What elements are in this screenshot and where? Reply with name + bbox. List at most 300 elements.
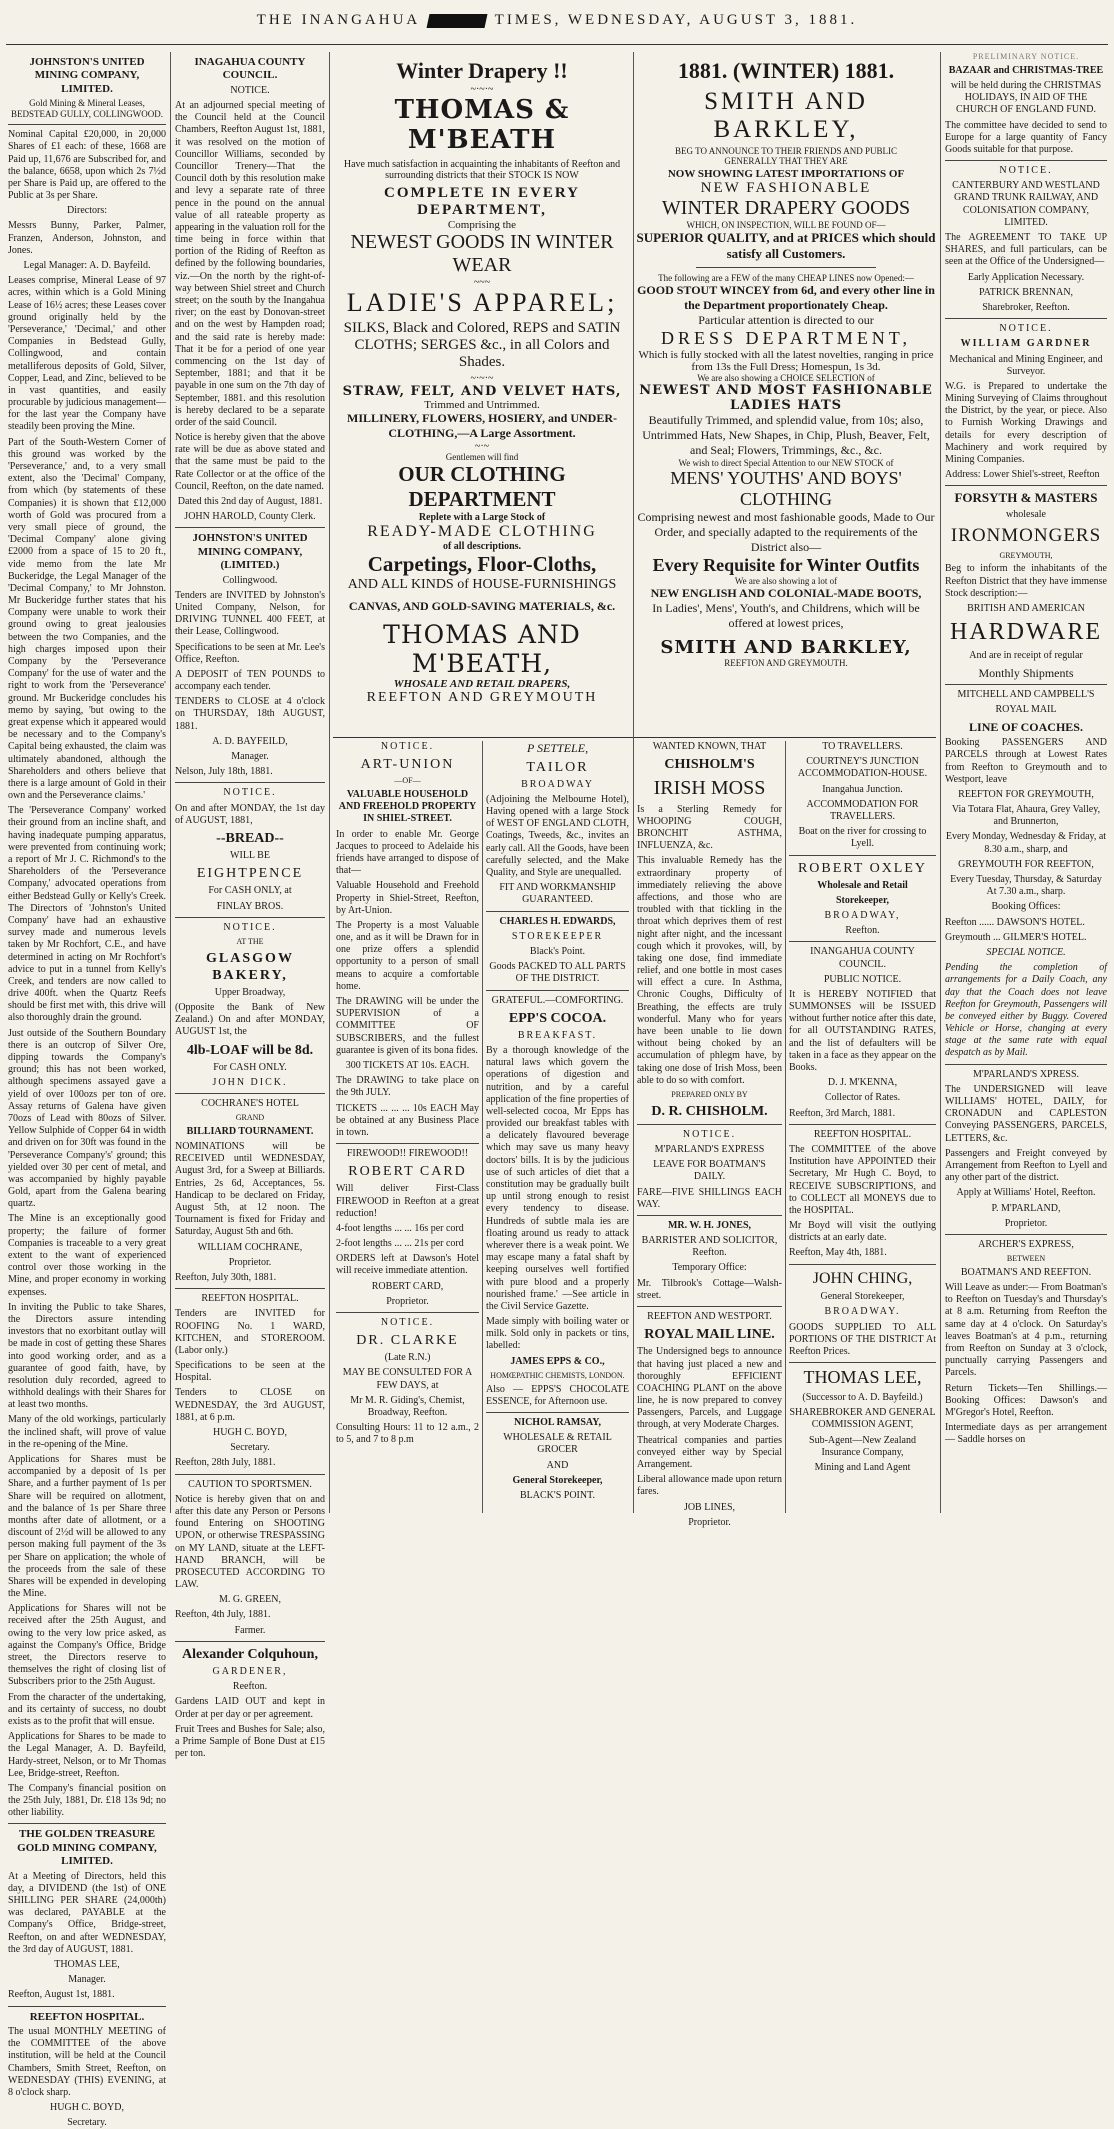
- divider: [175, 1093, 325, 1094]
- coaches-line: Via Totara Flat, Ahaura, Grey Valley, and Brunnerton,: [951, 804, 1101, 828]
- notice-heading: NOTICE.: [230, 84, 270, 96]
- article-text: In inviting the Public to take Shares, the Directors assure intending investors that no exorbitant outlay will be made in cost of getting these Shares into good working order, and as a guarantee of good faith, have, by resolution duly recorded, agreed to withhold dealings with their Shares for at least two months.: [8, 1301, 166, 1411]
- signature: JOB LINES,: [683, 1501, 736, 1513]
- ramsay-and: AND: [546, 1459, 569, 1471]
- travellers-heading: TO TRAVELLERS.: [822, 741, 903, 752]
- ad-line: We wish to direct Special Attention to our NEW STOCK of: [678, 458, 894, 468]
- divider: [789, 855, 936, 856]
- reefton-hospital-heading: REEFTON HOSPITAL.: [29, 2010, 145, 2023]
- forsyth-line: Monthly Shipments: [978, 665, 1074, 680]
- divider: [789, 1264, 936, 1265]
- forsyth-sub: wholesale: [1006, 509, 1046, 521]
- bazaar-text: will be held during the CHRISTMAS HOLIDAYS, IN AID OF THE CHURCH OF ENGLAND FUND.: [950, 79, 1102, 116]
- art-union-text: In order to enable Mr. George Jacques to proceed to Adelaide his friends have arranged to dispose of that—: [336, 828, 479, 877]
- notice-heading: NOTICE.: [223, 787, 277, 799]
- art-union-text: The DRAWING to take place on the 9th JULY.: [336, 1075, 479, 1099]
- ornament: ~~~: [473, 277, 491, 288]
- ad-line: WINTER DRAPERY GOODS: [661, 197, 911, 219]
- divider: [696, 267, 876, 268]
- of: —OF—: [394, 776, 421, 786]
- ad-line: REEFTON AND GREYMOUTH.: [724, 658, 848, 668]
- gardner-text: W.G. is Prepared to undertake the Mining Surveying of Claims throughout the District, by the year, or piece. Also to Furnish Working Drawings and details for every description of Machinery and work required by Mining Companies.: [945, 380, 1107, 465]
- column-rule: [329, 52, 330, 1513]
- legal-manager: Legal Manager: A. D. Bayfeild.: [23, 260, 151, 272]
- signature: PATRICK BRENNAN,: [978, 286, 1074, 298]
- mail-line-heading: ROYAL MAIL LINE.: [644, 1327, 775, 1343]
- coaches-line: Booking Offices:: [991, 901, 1061, 913]
- ad-line: of all descriptions.: [442, 541, 522, 552]
- ad-line: DRESS DEPARTMENT,: [661, 328, 911, 348]
- divider: [336, 1143, 479, 1144]
- place: Reefton.: [845, 925, 880, 937]
- place: GREYMOUTH,: [999, 550, 1053, 560]
- gardener-heading: Alexander Colquhoun,: [182, 1646, 318, 1662]
- ad-line: Particular attention is directed to our: [698, 313, 874, 327]
- ad-line: We are also showing a lot of: [734, 576, 838, 586]
- archer-title: BOATMAN'S AND REEFTON.: [960, 1266, 1092, 1278]
- tournament-heading: BILLIARD TOURNAMENT.: [186, 1125, 314, 1137]
- grand: GRAND: [235, 1113, 265, 1123]
- role: Collector of Rates.: [824, 1092, 901, 1104]
- gardener-text: Fruit Trees and Bushes for Sale; also, a Prime Sample of Bone Dust at £15 per ton.: [175, 1723, 325, 1760]
- ornament: ~·~: [474, 441, 490, 452]
- hospital-text: Tenders are INVITED for ROOFING No. 1 WARD, KITCHEN, and STOREROOM. (Labor only.): [175, 1308, 325, 1356]
- gardner-heading: WILLIAM GARDNER: [960, 338, 1092, 350]
- role: Manager.: [68, 1974, 106, 1986]
- ad-line: SUPERIOR QUALITY, and at PRICES which should satisfy all Customers.: [636, 230, 936, 261]
- ad-line: AND ALL KINDS of HOUSE-FURNISHINGS: [347, 577, 617, 592]
- tender-text: Specifications to be seen at Mr. Lee's Office, Reefton.: [175, 641, 325, 665]
- article-text: The Company's financial position on the 25th July, 1881, Dr. £18 13s 9d; no other liability.: [8, 1782, 166, 1819]
- irish-moss-title: IRISH MOSS: [653, 777, 766, 800]
- capital-text: Nominal Capital £20,000, in 20,000 Shares of £1 each: of these, 1668 are Paid up, 11,676 are Subscribed for, and the balance, 6658, upon which 2s 7½d per Share is Paid up, are offered to the Public at 3s per Share.: [8, 129, 166, 202]
- divider: [8, 1823, 166, 1824]
- archer-text: Will Leave as under:— From Boatman's to Reefton on Tuesday's and Thursday's at 8 a.m. Returning from Reefton the same day at 4 o'clock. On Saturday's leaves Boatman's at 4 p.m., returning from Reefton on Sunday at 3 o'clock, punctually carrying Passengers and Parcels.: [945, 1282, 1107, 1379]
- mail-line-text: Liberal allowance made upon return fares.: [637, 1474, 782, 1498]
- golden-treasure-heading: THE GOLDEN TREASURE GOLD MINING COMPANY, LIMITED.: [17, 1828, 157, 1868]
- divider: [789, 941, 936, 942]
- council-heading: INAGAHUA COUNTY COUNCIL.: [194, 56, 306, 82]
- railway-heading: CANTERBURY AND WESTLAND GRAND TRUNK RAILWAY, AND COLONISATION COMPANY, LIMITED.: [952, 180, 1100, 228]
- doctor-hours: Consulting Hours: 11 to 12 a.m., 2 to 5, and 7 to 8 p.m: [336, 1422, 479, 1446]
- ad-line: Beautifully Trimmed, and splendid value, from 10s; also, Untrimmed Hats, New Shapes, in Chip, Plush, Beaver, Felt, and Seal; Flowers, Trimmings, &c., &c.: [642, 413, 930, 457]
- ad-text: Have much satisfaction in acquainting the inhabitants of Reefton and surrounding districts that their STOCK IS NOW: [343, 159, 621, 181]
- coaches-sub: ROYAL MAIL: [995, 704, 1057, 716]
- epps-company: JAMES EPPS & CO.,: [510, 1355, 605, 1367]
- date-line: Dated this 2nd day of August, 1881.: [177, 496, 323, 507]
- lee-text: Mining and Land Agent: [814, 1461, 911, 1473]
- ad-line: Comprising the: [447, 219, 517, 231]
- johnstons-subheading: Gold Mining & Mineral Leases, BEDSTEAD GULLY, COLLINGWOOD.: [11, 98, 163, 120]
- article-text: Applications for Shares to be made to the Legal Manager, A. D. Bayfeild, Hardy-street, Nelson, or to Mr Thomas Lee, Bridge-street, Reefton.: [8, 1731, 166, 1779]
- column-1: [8, 52, 167, 2129]
- place: BLACK'S POINT.: [520, 1489, 595, 1501]
- bakery-text: (Opposite the Bank of New Zealand.) On and after MONDAY, AUGUST 1st, the: [175, 1001, 325, 1038]
- date-line: Reefton, 4th July, 1881.: [175, 1609, 271, 1621]
- xpress-apply: Apply at Williams' Hotel, Reefton.: [956, 1187, 1096, 1199]
- role: Proprietor.: [386, 1295, 429, 1307]
- art-union-text: TICKETS ... ... ... 10s EACH May be obtained at any Business Place in town.: [336, 1102, 479, 1138]
- role: Proprietor.: [688, 1516, 731, 1528]
- lee-text: Sub-Agent—New Zealand Insurance Company,: [809, 1434, 916, 1458]
- article-text: The 'Perseverance Company' worked their ground from an incline shaft, and having inadequate pumping apparatus, were prevented from continuing work; a report of Mr J. C. Richmond's to the Shareholders of the 'Perseverance Company,' advocated operations from either Bedstead Gully or Kelly's Creek. The Directors of 'Johnston's United Company' have had an exhaustive survey made and numerous levels taken by Mr Rochfort, C.E., and have determined in acting on Mr Rochfort's advice to put in a tunnel from Kelly's Creek, and tenders are now called to drive 400ft. when the Quartz Reefs should be first met with, this drive will also thoroughly drain the ground.: [8, 805, 166, 1024]
- express-heading: M'PARLAND'S EXPRESS: [654, 1143, 765, 1155]
- divider: [637, 1306, 782, 1307]
- divider: [336, 1312, 479, 1313]
- epps-text: By a thorough knowledge of the natural laws which govern the operations of digestion and nutrition, and by a careful application of the fine properties of well-selected cocoa, Mr Epps has provided our breakfast tables with a delicately flavoured beverage which may save us many heavy doctors' bills. It is by the judicious use of such articles of diet that a constitution may be gradually built up until strong enough to resist every tendency to disease. Hundreds of subtle mala ies are floating around us ready to attack wherever there is a weak point. We may escape many a fatal shaft by keeping ourselves well fortified with pure blood and a properly nourished frame.' —See article in the Civil Service Gazette.: [486, 1044, 629, 1312]
- role: Manager.: [231, 751, 269, 763]
- ad-line: NEW ENGLISH AND COLONIAL-MADE BOOTS,: [650, 586, 922, 600]
- hospital-text: Mr Boyd will visit the outlying districts at an early date.: [789, 1220, 936, 1244]
- archer-between: BETWEEN: [1006, 1254, 1046, 1264]
- coaches-heading: MITCHELL AND CAMPBELL'S: [957, 689, 1095, 701]
- fit-guarantee: FIT AND WORKMANSHIP GUARANTEED.: [499, 882, 616, 906]
- tender-heading: JOHNSTON'S UNITED MINING COMPANY, (LIMITED.): [192, 532, 308, 572]
- divider: [175, 782, 325, 783]
- role: Farmer.: [234, 1624, 266, 1636]
- caution-heading: CAUTION TO SPORTSMEN.: [188, 1478, 312, 1490]
- place: Sharebroker, Reefton.: [982, 301, 1070, 313]
- prepared-by: PREPARED ONLY BY: [671, 1089, 748, 1099]
- signature: D. J. M'KENNA,: [827, 1077, 898, 1089]
- epps-also: Also — EPPS'S CHOCOLATE ESSENCE, for Afternoon use.: [486, 1383, 629, 1407]
- forsyth-line: BRITISH AND AMERICAN: [967, 602, 1085, 614]
- masthead: [0, 12, 1114, 29]
- broadway: BROADWAY: [521, 778, 594, 790]
- ad-firm-name: SMITH AND BARKLEY,: [660, 637, 912, 658]
- ad-line: The following are a FEW of the many CHEAP LINES now Opened:—: [658, 273, 914, 283]
- jones-heading: MR. W. H. JONES,: [667, 1219, 752, 1231]
- divider: [175, 527, 325, 528]
- masthead-title: THE INANGAHUA: [256, 12, 420, 28]
- date-line: Nelson, July 18th, 1881.: [175, 766, 273, 778]
- council-text: It is HEREBY NOTIFIED that SUMMONSES will be ISSUED without further notice after this date, for all OUTSTANDING RATES, and the list of defaulters will be taken in a face as they appear on the Books.: [789, 988, 936, 1074]
- signature: JOHN HAROLD, County Clerk.: [184, 511, 316, 523]
- ink-blot: [427, 14, 488, 28]
- ad-heading: 1881. (WINTER) 1881.: [677, 58, 895, 83]
- divider: [945, 318, 1107, 319]
- lower-column-d: [789, 741, 936, 1513]
- date-line: Reefton, July 30th, 1881.: [175, 1271, 277, 1283]
- lee-sub: (Successor to A. D. Bayfeild.): [802, 1392, 923, 1404]
- bakery-sub: Upper Broadway,: [214, 986, 286, 998]
- broadway: BROADWAY,: [824, 909, 901, 921]
- article-text: Applications for Shares will not be received after the 25th August, and owing to the very low price asked, as against the Company's Office, Bridge street, the Directors reserve to themselves the right of closing list of Subscribers prior to the 25th August.: [8, 1603, 166, 1688]
- ad-heading: Winter Drapery !!: [396, 58, 568, 83]
- xpress-text: Passengers and Freight conveyed by Arrangement from Reefton to Lyell and any other part of the district.: [945, 1147, 1107, 1184]
- ad-line: BEG TO ANNOUNCE TO THEIR FRIENDS AND PUBLIC GENERALLY THAT THEY ARE: [675, 146, 897, 166]
- ad-line: MENS' YOUTHS' AND BOYS' CLOTHING: [670, 468, 902, 509]
- bread-price: EIGHTPENCE: [196, 866, 304, 882]
- notice-heading: NOTICE.: [223, 921, 277, 933]
- article-text: The Mine is an exceptionally good property; the failure of former Companies is traceable to a very great extent to the want of experienced control over those working in the Mine, and proper economy in working expenses.: [8, 1213, 166, 1298]
- column-rule: [482, 741, 483, 1513]
- hospital-heading: REEFTON HOSPITAL.: [201, 1293, 299, 1305]
- jones-office: Temporary Office:: [672, 1262, 747, 1274]
- top-rule: [6, 44, 1108, 45]
- council-text: Notice is hereby given that the above rate will be due as above stated and that the same must be paid to the Rate Collector or at the office of the Council, Reefton, on the date named.: [175, 432, 325, 492]
- signature: M. G. GREEN,: [219, 1594, 281, 1606]
- ad-firm-name: THOMAS & M'BEATH: [394, 95, 570, 155]
- ramsay-heading: NICHOL RAMSAY,: [513, 1416, 602, 1428]
- bread-text: On and after MONDAY, the 1st day of AUGUST, 1881,: [175, 802, 325, 826]
- ad-line: OUR CLOTHING DEPARTMENT: [398, 462, 566, 511]
- ad-line: COMPLETE IN EVERY DEPARTMENT,: [384, 185, 580, 218]
- coaches-line: Every Tuesday, Thursday, & Saturday At 7.30 a.m., sharp.: [950, 874, 1102, 898]
- epps-chemists: HOMŒPATHIC CHEMISTS, LONDON.: [490, 1370, 625, 1380]
- ad-line: Comprising newest and most fashionable goods, Made to Our Order, and specially adapted to the requirements of the District also—: [637, 510, 935, 554]
- tender-text: Tenders are INVITED by Johnston's United Company, Nelson, for DRIVING TUNNEL 400 FEET, at their Lease, Collingwood.: [175, 589, 325, 638]
- ad-line: REEFTON AND GREYMOUTH: [366, 690, 598, 705]
- smith-barkley-ad: [636, 52, 936, 734]
- firewood-price: 4-foot lengths ... ... 16s per cord: [336, 1222, 464, 1234]
- ad-line: NEW FASHIONABLE: [700, 180, 872, 196]
- oxley-sub: Storekeeper,: [835, 894, 890, 906]
- role: Proprietor.: [1004, 1217, 1048, 1229]
- article-text: Just outside of the Southern Boundary there is an outcrop of Silver Ore, dipping towards the Company's ground; this has not been worked, although specimens assayed gave a yield of over 100ozs per ton of ore. Assay returns of Galena have given 70ozs of Lead with 80ozs of Silver. Yellow Sulphide of Copper 64 in width and driven on for 30ft was found in the 'Perseverance Company's' ground; this yielded over 30 per cent of metal, and was accompanied by highly payable Gold, apart from the Galena bearing quartz.: [8, 1027, 166, 1210]
- article-text: Part of the South-Western Corner of this ground was worked by the 'Perseverance,' and, to a very small extent, also the 'Decimal' Company, from which (by statements of these Companies) it is shown that £12,000 worth of Gold was procured from a very small piece of ground, the 'Decimal Company' alone giving £2000 from a space of 15 to 20 ft., vide memo from the late Mr Buckeridge, the Legal Manager of the 'Decimal Company,' to Mr Johnston. Mr Buckeridge further states that his Company were unable to work their ground owing to great jealousies between the two Companies, and the high charges imposed upon their Company by the 'Perseverance Company' for the use of water and the right to work from the 'Perseverance' ground. Mr Buckeridge concludes his memo by saying, 'but owing to the great expense which it appeared would be necessary and to the Company's Capital being exhausted, the claim was ultimately abandoned, although the Shareholders and others believe that there is a large amount of Gold in their own and the Perseverance claims.': [8, 436, 166, 802]
- edwards-heading: CHARLES H. EDWARDS,: [499, 915, 616, 927]
- art-union-text: The Property is a most Valuable one, and as it will be Drawn for in one prize offers a splendid opportunity to a person of small means to acquire a comfortable home.: [336, 919, 479, 992]
- chisholm-heading: CHISHOLM'S: [664, 757, 755, 773]
- forsyth-heading: FORSYTH & MASTERS: [954, 490, 1098, 506]
- ramsay-gs: General Storekeeper,: [512, 1474, 603, 1486]
- divider: [789, 1124, 936, 1125]
- directors-heading: Directors:: [67, 205, 107, 217]
- tender-text: A DEPOSIT of TEN POUNDS to accompany each tender.: [175, 668, 325, 693]
- signature: P. M'PARLAND,: [991, 1202, 1061, 1214]
- gardener-text: Gardens LAID OUT and kept in Order at per day or per agreement.: [175, 1696, 325, 1720]
- railway-early: Early Application Necessary.: [967, 271, 1085, 283]
- ad-line: NEWEST AND MOST FASHIONABLE LADIES HATS: [639, 383, 933, 413]
- place: Black's Point.: [529, 945, 586, 957]
- hospital-meeting-text: The usual MONTHLY MEETING of the COMMITTEE of the above institution, will be held at the Council Chambers, Smith Street, Reefton, on WEDNESDAY (THIS) EVENING, at 8 o'clock sharp.: [8, 2025, 166, 2098]
- column-7: [945, 52, 1107, 1512]
- johnstons-heading: JOHNSTON'S UNITED MINING COMPANY, LIMITED.: [29, 56, 145, 95]
- broadway: BROADWAY.: [824, 1306, 901, 1318]
- bakery-heading: GLASGOW BAKERY,: [206, 950, 294, 983]
- ad-line: Replete with a Large Stock of: [418, 512, 546, 523]
- divider: [945, 485, 1107, 486]
- wanted-known: WANTED KNOWN, THAT: [652, 741, 767, 752]
- cash-only: For CASH ONLY.: [213, 1061, 287, 1073]
- loaf-price: 4lb-LOAF will be 8d.: [186, 1042, 314, 1058]
- archer-text: Return Tickets—Ten Shillings.—Booking Offices: Dawson's and M'Gregor's Hotel, Reefton.: [945, 1382, 1107, 1418]
- ad-firm-name: THOMAS AND M'BEATH,: [383, 620, 581, 678]
- signature: THOMAS LEE,: [54, 1959, 120, 1970]
- ad-line: Trimmed and Untrimmed.: [424, 399, 540, 411]
- lower-column-b: [486, 741, 629, 1513]
- date-line: Reefton, 3rd March, 1881.: [789, 1107, 896, 1119]
- ad-line: SILKS, Black and Colored, REPS and SATIN CLOTHS; SERGES &c., in all Colors and Shades.: [343, 320, 621, 370]
- lower-column-c: [637, 741, 782, 1528]
- article-text: Applications for Shares must be accompanied by a deposit of 1s per Share, and a further payment of 1s per Share will be required on allotment, and the balance of 1s per Share three months after date of allotment, or a discount of 2½d will be allowed to any person making full payment of the 3s per Share on application; the whole of the proceeds from the sale of these Shares will be expended in developing the Mine.: [8, 1454, 166, 1600]
- column-rule: [785, 741, 786, 1513]
- ad-line: WHOSALE AND RETAIL DRAPERS,: [393, 678, 571, 690]
- oxley-heading: ROBERT OXLEY: [797, 860, 928, 876]
- divider: [486, 990, 629, 991]
- column-rule: [633, 52, 634, 1513]
- thomas-mbeath-ad: [333, 52, 631, 734]
- notice-heading: NOTICE.: [380, 741, 435, 752]
- tailor-text: (Adjoining the Melbourne Hotel), Having opened with a large Stock of WEST OF ENGLAND CLOTH, Coatings, Tweeds, &c., invites an early call. All the Goods, have been carefully selected, and the Make Quality, and Style are unequalled.: [486, 793, 629, 879]
- courtney-text: Boat on the river for crossing to Lyell.: [798, 826, 927, 850]
- art-union-text: Valuable Household and Freehold Property in Shiel-Street, Reefton, by Art-Union.: [336, 880, 479, 916]
- art-union-heading: ART-UNION: [360, 757, 455, 773]
- caution-text: Notice is hereby given that on and after this date any Person or Persons found Entering on SHOOTING UPON, or otherwise TRESPASSING on MY LAND, situate at the LEFT-HAND BRANCH, will be PROSECUTED ACCORDING TO LAW.: [175, 1493, 325, 1591]
- divider: [175, 1474, 325, 1475]
- role: Secretary.: [230, 1442, 270, 1454]
- coaches-title: LINE OF COACHES.: [969, 719, 1083, 734]
- notice-heading: NOTICE.: [999, 165, 1053, 177]
- ramsay-text: WHOLESALE & RETAIL GROCER: [503, 1432, 612, 1456]
- doctor-place: Mr M. R. Giding's, Chemist, Broadway, Reefton.: [350, 1394, 465, 1419]
- at-the: AT THE: [236, 936, 264, 946]
- edwards-sub: STOREKEEPER: [511, 930, 604, 942]
- council-heading: INANGAHUA COUNTY COUNCIL.: [810, 946, 915, 970]
- epps-text: Made simply with boiling water or milk. Sold only in packets or tins, labelled:: [486, 1316, 629, 1352]
- divider: [486, 911, 629, 912]
- hospital-text: Tenders to CLOSE on WEDNESDAY, the 3rd AUGUST, 1881, at 6 p.m.: [175, 1387, 325, 1423]
- divider: [789, 1362, 936, 1363]
- ad-line: WHICH, ON INSPECTION, WILL BE FOUND OF—: [686, 220, 886, 230]
- special-notice: SPECIAL NOTICE.: [986, 946, 1066, 958]
- hotel-heading: COCHRANE'S HOTEL: [201, 1097, 299, 1109]
- ironmongers-title: IRONMONGERS: [950, 525, 1102, 547]
- place: Collingwood.: [222, 574, 278, 586]
- railway-text: The AGREEMENT TO TAKE UP SHARES, and full particulars, can be seen at the Office of the Undersigned—: [945, 232, 1107, 268]
- hardware-title: HARDWARE: [950, 619, 1102, 646]
- preliminary-notice: PRELIMINARY NOTICE.: [972, 52, 1080, 61]
- article-text: Leases comprise, Mineral Lease of 97 acres, within which is a Gold Mining Lease of 16½ acres; these Leases cover ground originally held by the 'Perseverance,' 'Decimal,' and other Companies in Bedstead Gully, Collingwood, and contain metalliferous deposits of Gold, Silver, Copper, Lead, and Zinc, believed to be in vast quantities, and easily procurable by judicious management—for the last year the Company have steadily been proving the Mine.: [8, 275, 167, 433]
- article-text: From the character of the undertaking, and its certainty of success, no doubt exists as to the profit that will ensue.: [8, 1691, 166, 1727]
- ching-text: GOODS SUPPLIED TO ALL PORTIONS OF THE DISTRICT At Reefton Prices.: [789, 1321, 936, 1357]
- hospital-text: The COMMITTEE of the above Institution have APPOINTED their Secretary, Mr Hugh C. Boyd, to RECEIVE SUBSCRIPTIONS, and to COLLECT all MONEYS due to the HOSPITAL.: [789, 1143, 936, 1216]
- place: Inangahua Junction.: [822, 783, 903, 795]
- firewood-text: Will deliver First-Class FIREWOOD in Reefton at a great reduction!: [336, 1183, 479, 1219]
- archer-heading: ARCHER'S EXPRESS,: [978, 1238, 1074, 1250]
- column-rule: [170, 52, 171, 1513]
- column-rule: [940, 52, 941, 1513]
- directors-list: Messrs Bunny, Parker, Palmer, Franzen, Anderson, Johnston, and Jones.: [8, 220, 166, 256]
- bazaar-text: The committee have decided to send to Europe for a large quantity of Fancy Goods suitable for that purpose.: [945, 119, 1107, 155]
- mail-line-text: The Undersigned begs to announce that having just placed a new and thoroughly EFFICIENT COACHING PLANT on the above line, he is now prepared to convey Passengers, Parcels, and Luggage through, at very Moderate Charges.: [637, 1346, 782, 1431]
- ad-line: STRAW, FELT, AND VELVET HATS,: [342, 384, 622, 399]
- masthead-date: WEDNESDAY, AUGUST 3, 1881.: [567, 12, 858, 28]
- signature: JOHN DICK.: [212, 1076, 288, 1088]
- irish-moss-text: This invaluable Remedy has the extraordinary property of immediately relieving the above affections, and those who are troubled with that tickling in the throat which deprives them of rest night after night, and the incessant cough which it provokes, will, by taking one dose, find immediate relief, and one bottle in most cases will effect a cure. In Asthma, Chronic Coughs, Difficulty of Breathing, the effects are truly wonderful. Many who for years have been unable to lie down without being choked by an accumulation of phlegm have, by taking one dose of Irish Moss, been able to do so with comfort.: [637, 855, 782, 1086]
- divider: [637, 1124, 782, 1125]
- express-fare: FARE—FIVE SHILLINGS EACH WAY.: [637, 1186, 782, 1210]
- article-text: Many of the old workings, particularly the inclined shaft, will prove of value in the re-opening of the Mine.: [8, 1414, 166, 1450]
- divider: [945, 684, 1107, 685]
- hospital-heading: REEFTON HOSPITAL.: [813, 1128, 912, 1140]
- hospital-text: Specifications to be seen at the Hospital.: [175, 1360, 325, 1384]
- ad-line: LADIE'S APPAREL;: [346, 288, 618, 317]
- date-line: Reefton, August 1st, 1881.: [8, 1989, 115, 2001]
- courtney-text: ACCOMMODATION FOR TRAVELLERS.: [806, 798, 919, 822]
- oxley-sub: Wholesale and Retail: [817, 879, 908, 891]
- signature: WILLIAM COCHRANE,: [197, 1241, 303, 1253]
- signature: HUGH C. BOYD,: [213, 1427, 287, 1439]
- firewood-text: ORDERS left at Dawson's Hotel will receive immediate attention.: [336, 1253, 479, 1277]
- mail-line-text: Theatrical companies and parties conveyed either way by Special Arrangement.: [637, 1434, 782, 1470]
- express-sub: LEAVE FOR BOATMAN'S DAILY.: [653, 1159, 766, 1183]
- divider: [637, 1215, 782, 1216]
- date-line: Reefton, May 4th, 1881.: [789, 1247, 887, 1259]
- courtney-heading: COURTNEY'S JUNCTION ACCOMMODATION-HOUSE.: [797, 756, 928, 780]
- ching-sub: General Storekeeper,: [820, 1291, 905, 1303]
- masthead-title-obscured: TIMES,: [494, 12, 562, 28]
- firewood-heading: FIREWOOD!! FIREWOOD!!: [346, 1148, 469, 1160]
- ad-line: CANVAS, AND GOLD-SAVING MATERIALS, &c.: [348, 599, 616, 613]
- coaches-text: Booking PASSENGERS AND PARCELS through at Lowest Rates from Reefton to Greymouth and to Westport, leave: [945, 737, 1107, 785]
- tournament-text: NOMINATIONS will be RECEIVED until WEDNESDAY, August 3rd, for a Sweep at Billiards. Entries, 2s 6d, Acceptances, 5s. Handicap to be declared on Friday, August 5th, at 12 noon. The Tournament is fixed for Friday and Saturday, August 5th and 6th.: [175, 1141, 325, 1238]
- doctor-sub: (Late R.N.): [384, 1352, 431, 1364]
- jones-sub: BARRISTER AND SOLICITOR, Reefton.: [641, 1235, 778, 1259]
- settele-heading: P SETTELE,: [526, 741, 589, 755]
- coaches-line: GREYMOUTH FOR REEFTON,: [958, 858, 1094, 870]
- ad-line: READY-MADE CLOTHING: [367, 523, 597, 540]
- art-union-text: The DRAWING will be under the SUPERVISION of a COMMITTEE OF SUBSCRIBERS, and the fullest guarantee is given of its bona fides.: [336, 996, 479, 1056]
- divider: [945, 160, 1107, 161]
- date-line: Reefton, 28th July, 1881.: [175, 1457, 276, 1469]
- bazaar-heading: BAZAAR and CHRISTMAS-TREE: [948, 64, 1104, 76]
- divider: [175, 1641, 325, 1642]
- firewood-price: 2-foot lengths ... ... 21s per cord: [336, 1238, 464, 1250]
- irish-moss-sub: Is a Sterling Remedy for WHOOPING COUGH, BRONCHIT ASTHMA, INFLUENZA, &c.: [637, 803, 782, 852]
- ad-line: MILLINERY, FLOWERS, HOSIERY, and UNDER-CLOTHING,—A Large Assortment.: [347, 411, 617, 440]
- gardner-address: Address: Lower Shiel's-street, Reefton: [945, 469, 1100, 481]
- signature: ROBERT CARD,: [371, 1280, 444, 1292]
- ad-line: NEWEST GOODS IN WINTER WEAR: [350, 231, 614, 276]
- place: Reefton.: [232, 1681, 268, 1693]
- lee-text: SHAREBROKER AND GENERAL COMMISSION AGENT,: [789, 1407, 936, 1431]
- ad-line: Gentlemen will find: [445, 452, 519, 462]
- divider: [175, 1288, 325, 1289]
- edwards-text: Goods PACKED TO ALL PARTS OF THE DISTRICT.: [489, 961, 626, 985]
- bread-cash: For CASH ONLY, at: [208, 885, 292, 897]
- tickets: 300 TICKETS AT 10s. EACH.: [345, 1059, 470, 1071]
- divider: [945, 1064, 1107, 1065]
- special-notice-text: Pending the completion of arrangements for a Daily Coach, any day that the Coach does not leave Reefton for Greymouth, Passengers will be conveyed either by Buggy. Covered Vehicle or Horse, changing at every stage at the same rate with equal despatch as by Mail.: [945, 962, 1107, 1059]
- forsyth-line: And are in receipt of regular: [969, 650, 1083, 662]
- divider: [486, 1412, 629, 1413]
- signature: FINLAY BROS.: [216, 900, 284, 912]
- public-notice: PUBLIC NOTICE.: [823, 973, 902, 985]
- role: Proprietor.: [228, 1256, 272, 1268]
- divider: [175, 917, 325, 918]
- jones-address: Mr. Tilbrook's Cottage—Walsh-street.: [637, 1277, 782, 1301]
- epps-sub: BREAKFAST.: [517, 1029, 598, 1041]
- ching-heading: JOHN CHING,: [812, 1269, 913, 1287]
- lower-column-a: [336, 741, 479, 1513]
- notice-heading: NOTICE.: [380, 1317, 435, 1329]
- signature: HUGH C. BOYD,: [50, 2102, 124, 2114]
- role: Secretary.: [67, 2117, 107, 2129]
- gardener-sub: GARDENER,: [212, 1665, 288, 1677]
- epps-pre: GRATEFUL.—COMFORTING.: [491, 994, 624, 1006]
- doctor-heading: DR. CLARKE: [356, 1333, 459, 1349]
- coaches-line: Reefton ...... DAWSON'S HOTEL.: [945, 916, 1085, 928]
- gardner-sub: Mechanical and Mining Engineer, and Surveyor.: [949, 353, 1103, 377]
- ad-line: Every Requisite for Winter Outfits: [652, 555, 920, 575]
- ad-line: Which is fully stocked with all the latest novelties, ranging in price from 13s the Full Dress; Homespun, 1s 3d.: [638, 349, 934, 373]
- ad-line: NOW SHOWING LATEST IMPORTATIONS OF: [667, 168, 905, 180]
- coaches-line: REEFTON FOR GREYMOUTH,: [958, 788, 1094, 800]
- ad-line: We are also showing a CHOICE SELECTION of: [697, 373, 875, 383]
- ornament: ~·~·~: [470, 84, 494, 95]
